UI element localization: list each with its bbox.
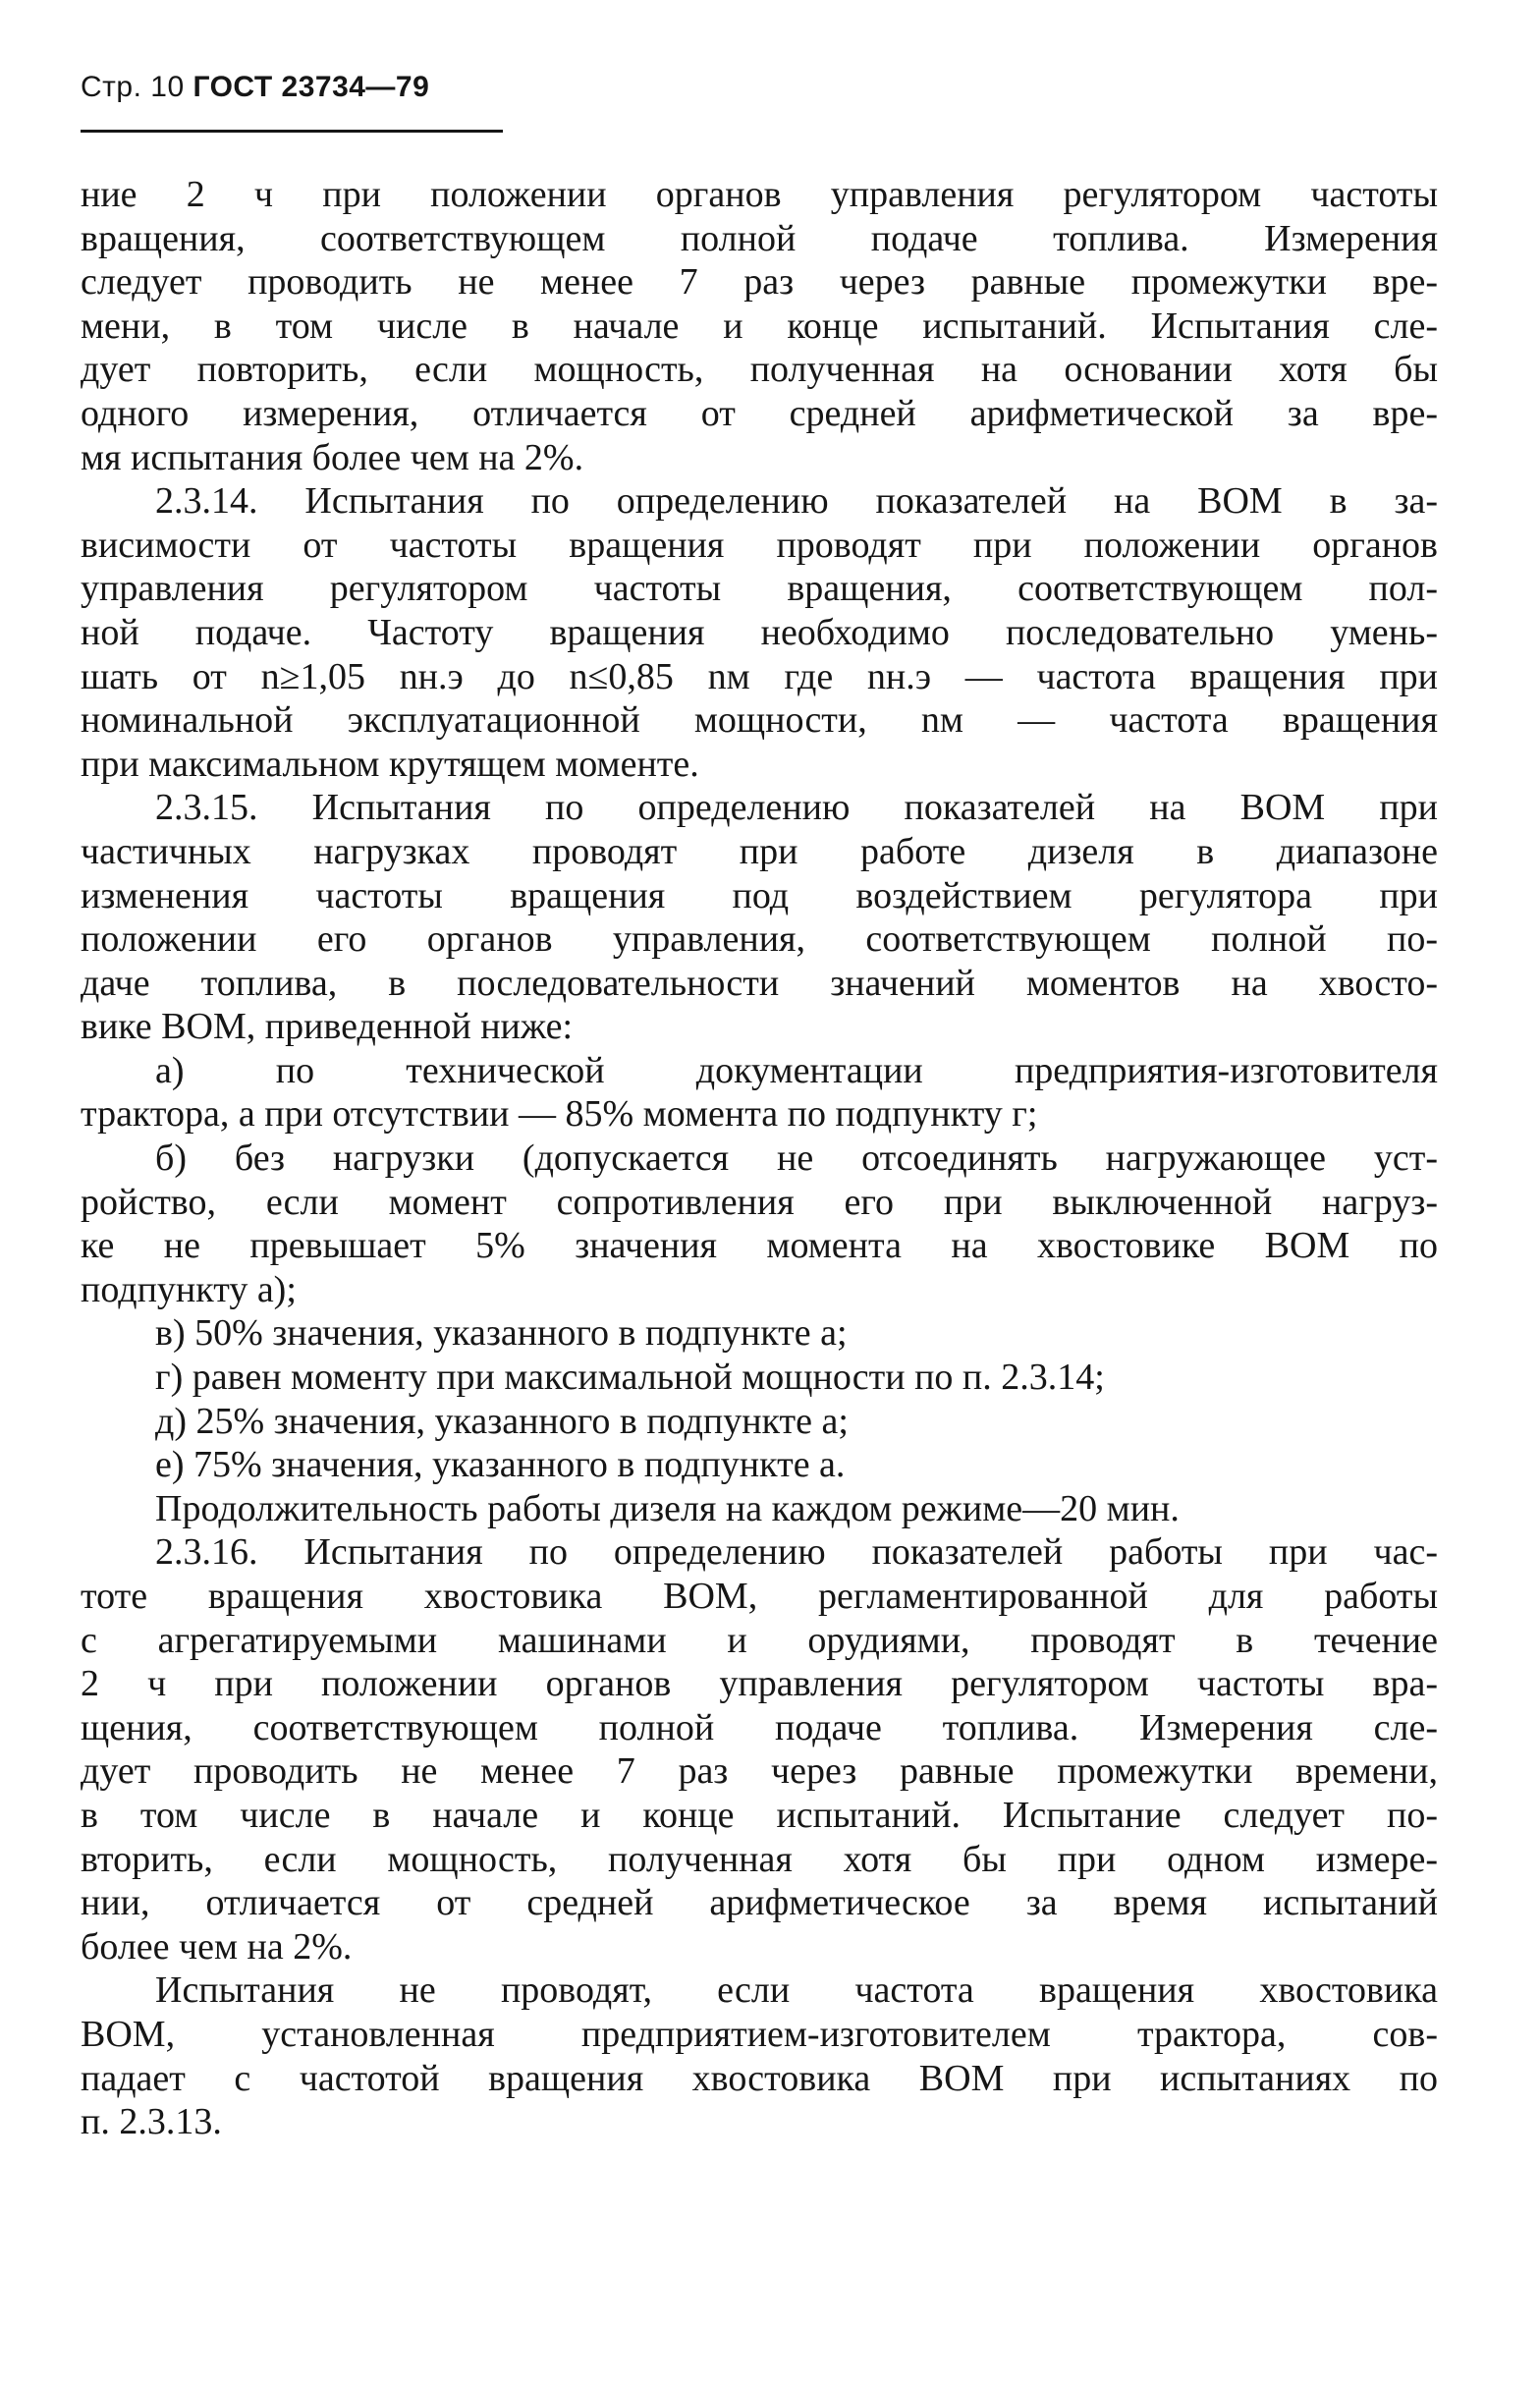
text-line: 2.3.16. Испытания по определению показателей работы при час- — [155, 1531, 1438, 1574]
paragraph — [81, 1487, 1438, 1531]
text-line: с агрегатируемыми машинами и орудиями, проводят в течение — [81, 1619, 1438, 1661]
text-line: в) 50% значения, указанного в подпункте а; — [155, 1312, 848, 1355]
page-number: Стр. 10 — [81, 71, 185, 103]
text-line: висимости от частоты вращения проводят при положении органов — [81, 524, 1438, 566]
text-line: нии, отличается от средней арифметическое за время испытаний — [81, 1882, 1438, 1924]
text-line: номинальной эксплуатационной мощности, nм — частота вращения — [81, 699, 1438, 742]
document-body — [81, 173, 1438, 2144]
text-line: тоте вращения хвостовика ВОМ, регламентированной для работы — [81, 1576, 1438, 1617]
text-line: при максимальном крутящем моменте. — [81, 743, 699, 785]
text-line: управления регулятором частоты вращения, соответствующем пол- — [81, 568, 1438, 610]
paragraph — [81, 173, 1438, 479]
header-rule — [81, 130, 503, 133]
text-line: следует проводить не менее 7 раз через равные промежутки вре- — [81, 261, 1438, 304]
paragraph — [81, 1356, 1438, 1400]
page-header — [81, 71, 429, 104]
paragraph — [81, 479, 1438, 786]
paragraph — [81, 1137, 1438, 1311]
text-line: падает с частотой вращения хвостовика ВОМ при испытаниях по — [81, 2057, 1438, 2099]
text-line: е) 75% значения, указанного в подпункте а. — [155, 1444, 846, 1486]
text-line: трактора, а при отсутствии — 85% момента по подпункту г; — [81, 1093, 1038, 1136]
text-line: Испытания не проводят, если частота вращения хвостовика — [155, 1969, 1438, 2012]
text-line: частичных нагрузках проводят при работе дизеля в диапазоне — [81, 830, 1438, 872]
text-line: б) без нагрузки (допускается не отсоединять нагружающее уст- — [155, 1137, 1438, 1180]
text-line: 2.3.14. Испытания по определению показателей на ВОМ в за- — [155, 480, 1438, 523]
paragraph — [81, 1049, 1438, 1137]
text-line: д) 25% значения, указанного в подпункте а; — [155, 1400, 849, 1442]
paragraph — [81, 1968, 1438, 2143]
text-line: ВОМ, установленная предприятием-изготовителем трактора, сов- — [81, 2013, 1438, 2055]
text-line: щения, соответствующем полной подаче топлива. Измерения сле- — [81, 1706, 1438, 1748]
paragraph — [81, 1400, 1438, 1444]
text-line: ние 2 ч при положении органов управления регулятором частоты — [81, 174, 1438, 215]
text-line: вращения, соответствующем полной подаче топлива. Измерения — [81, 217, 1438, 259]
paragraph — [81, 1311, 1438, 1356]
text-line: мя испытания более чем на 2%. — [81, 436, 584, 478]
text-line: мени, в том числе в начале и конце испытаний. Испытания сле- — [81, 305, 1438, 347]
standard-number: ГОСТ 23734—79 — [192, 71, 430, 103]
paragraph — [81, 786, 1438, 1049]
text-line: дует повторить, если мощность, полученная на основании хотя бы — [81, 349, 1438, 391]
text-line: шать от n≥1,05 nн.э до n≤0,85 nм где nн.э — частота вращения при — [81, 655, 1438, 697]
text-line: положении его органов управления, соответствующем полной по- — [81, 918, 1438, 961]
text-line: вике ВОМ, приведенной ниже: — [81, 1006, 574, 1048]
text-line: в том числе в начале и конце испытаний. Испытание следует по- — [81, 1794, 1438, 1836]
paragraph — [81, 1530, 1438, 1968]
text-line: 2.3.15. Испытания по определению показателей на ВОМ при — [155, 787, 1438, 829]
text-line: изменения частоты вращения под воздействием регулятора при — [81, 874, 1438, 916]
text-line: 2 ч при положении органов управления регулятором частоты вра- — [81, 1663, 1438, 1705]
text-line: одного измерения, отличается от средней арифметической за вре- — [81, 392, 1438, 434]
text-line: вторить, если мощность, полученная хотя бы при одном измере- — [81, 1838, 1438, 1880]
text-line: Продолжительность работы дизеля на каждом режиме—20 мин. — [155, 1487, 1180, 1529]
text-line: дует проводить не менее 7 раз через равные промежутки времени, — [81, 1750, 1438, 1793]
text-line: г) равен моменту при максимальной мощности по п. 2.3.14; — [155, 1357, 1105, 1399]
text-line: ной подаче. Частоту вращения необходимо последовательно умень- — [81, 611, 1438, 653]
text-line: п. 2.3.13. — [81, 2101, 222, 2143]
paragraph — [81, 1443, 1438, 1487]
text-line: ке не превышает 5% значения момента на хвостовике ВОМ по — [81, 1225, 1438, 1267]
text-line: более чем на 2%. — [81, 1925, 353, 1968]
text-line: ройство, если момент сопротивления его при выключенной нагруз- — [81, 1181, 1438, 1223]
text-line: а) по технической документации предприятия-изготовителя — [155, 1049, 1438, 1091]
text-line: подпункту а); — [81, 1268, 297, 1310]
text-line: даче топлива, в последовательности значений моментов на хвосто- — [81, 962, 1438, 1004]
